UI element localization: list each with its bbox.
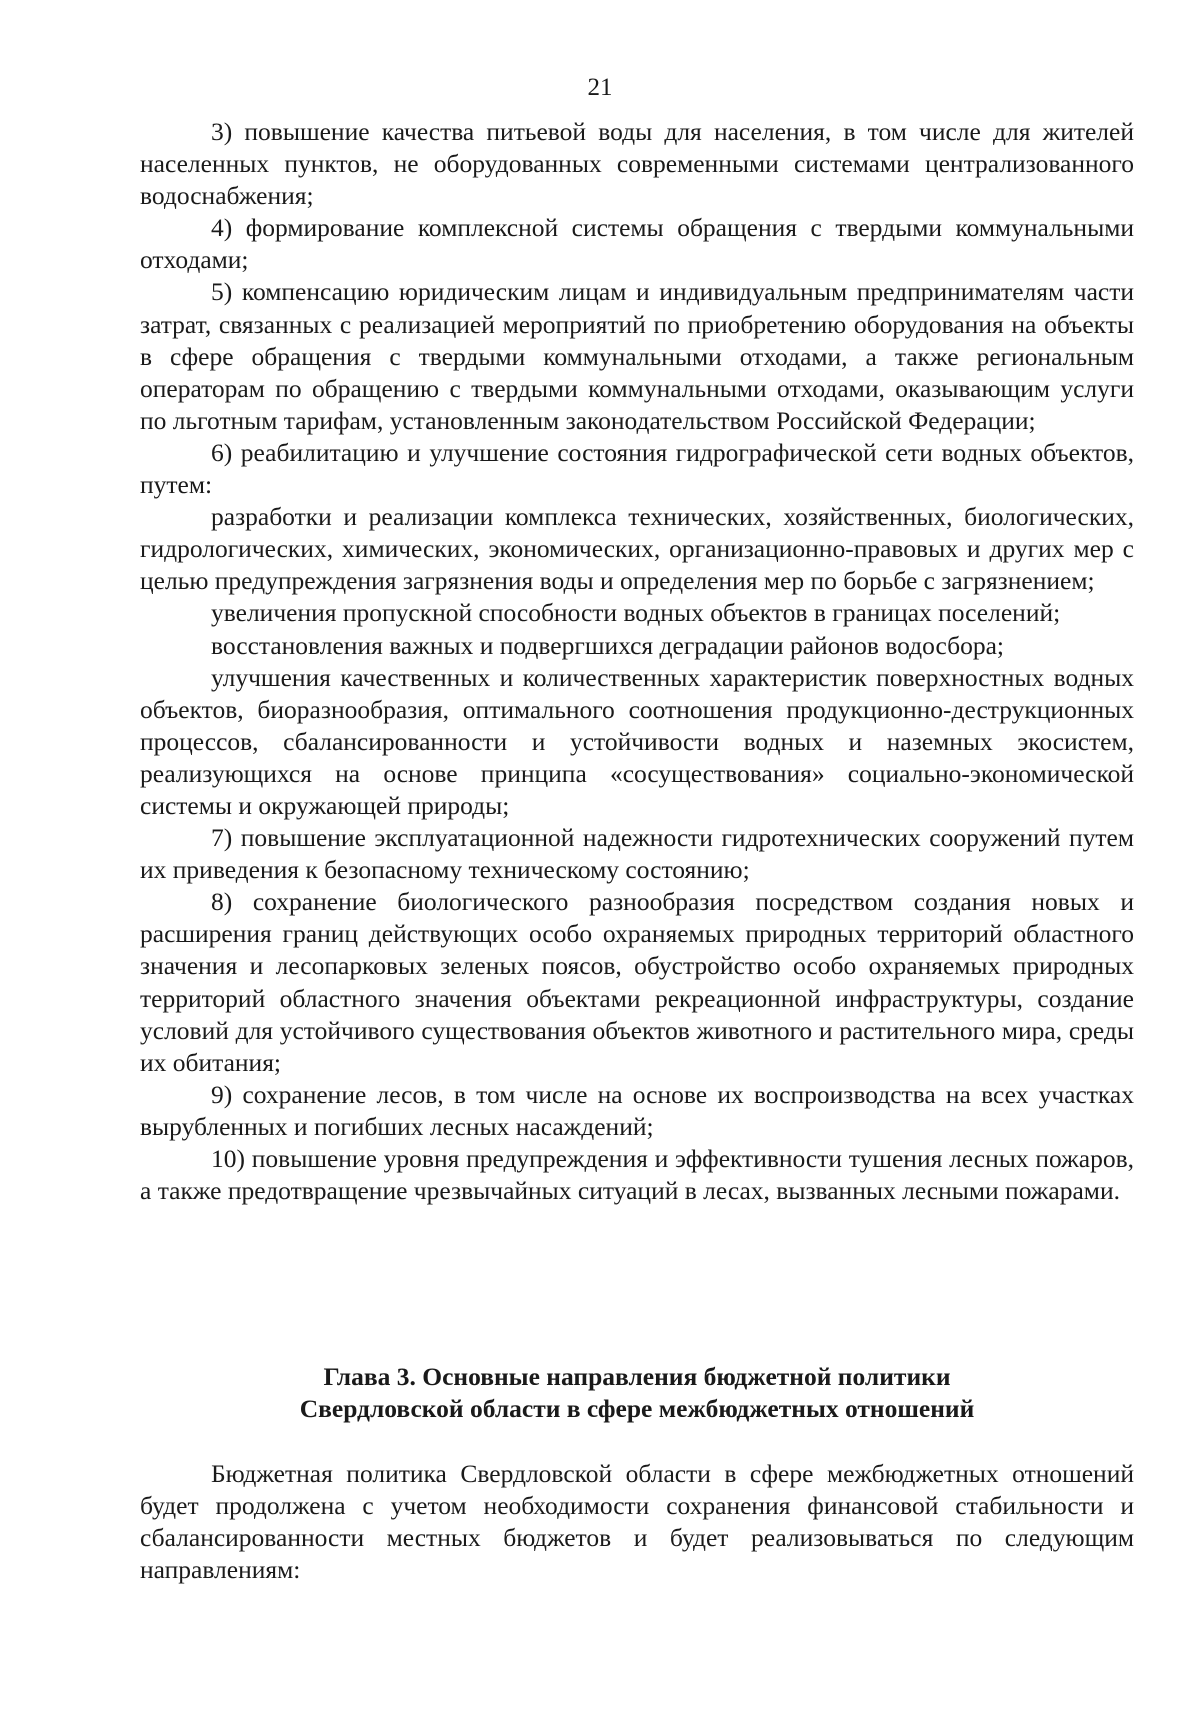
chapter-heading: [140, 1361, 1134, 1425]
page-number: 21: [587, 74, 613, 101]
paragraph-subitem-restoration: восстановления важных и подвергшихся деградации районов водосбора;: [211, 630, 1004, 660]
paragraph-subitem-capacity: увеличения пропускной способности водных объектов в границах поселений;: [211, 598, 1061, 628]
paragraph-item-10: 10) повышение уровня предупреждения и эффективности тушения лесных пожаров, а также предотвращение чрезвычайных ситуаций в лесах, вызванных лесными пожарами.: [140, 1144, 1134, 1206]
chapter-heading-line-1: Глава 3. Основные направления бюджетной политики: [323, 1362, 951, 1391]
paragraph-subitem-improvement: улучшения качественных и количественных характеристик поверхностных водных объектов, биоразнообразия, оптимального соотношения продукционно-деструкционных процессов, сбалансированности и устойчивости водных и наземных экосистем, реализующихся на основе принципа «сосуществования» социально-экономической системы и окружающей природы;: [140, 662, 1134, 820]
paragraph-item-3: 3) повышение качества питьевой воды для населения, в том числе для жителей населенных пунктов, не оборудованных современными системами централизованного водоснабжения;: [140, 117, 1134, 211]
paragraph-item-7: 7) повышение эксплуатационной надежности гидротехнических сооружений путем их приведения к безопасному техническому состоянию;: [140, 823, 1134, 885]
paragraph-item-9: 9) сохранение лесов, в том числе на основе их воспроизводства на всех участках вырубленных и погибших лесных насаждений;: [140, 1079, 1134, 1141]
chapter-intro-paragraph: Бюджетная политика Свердловской области в сфере межбюджетных отношений будет продолжена с учетом необходимости сохранения финансовой стабильности и сбалансированности местных бюджетов и будет реализовываться по следующим направлениям:: [140, 1459, 1134, 1585]
paragraph-item-6: 6) реабилитацию и улучшение состояния гидрографической сети водных объектов, путем:: [140, 437, 1134, 500]
paragraph-subitem-development: разработки и реализации комплекса технических, хозяйственных, биологических, гидрологических, химических, экономических, организационно-правовых и других мер с целью предупреждения загрязнения воды и определения мер по борьбе с загрязнением;: [140, 502, 1134, 596]
chapter-heading-line-2: Свердловской области в сфере межбюджетных отношений: [299, 1394, 975, 1423]
paragraph-item-8: 8) сохранение биологического разнообразия посредством создания новых и расширения границ действующих особо охраняемых природных территорий областного значения и лесопарковых зеленых поясов, обустройство особо охраняемых природных территорий областного значения объектами рекреационной инфраструктуры, создание условий для устойчивого существования объектов животного и растительного мира, среды их обитания;: [140, 887, 1134, 1077]
paragraph-item-4: 4) формирование комплексной системы обращения с твердыми коммунальными отходами;: [140, 213, 1134, 275]
paragraph-item-5: 5) компенсацию юридическим лицам и индивидуальным предпринимателям части затрат, связанных с реализацией мероприятий по приобретению оборудования на объекты в сфере обращения с твердыми коммунальными отходами, а также региональным операторам по обращению с твердыми коммунальными отходами, оказывающим услуги по льготным тарифам, установленным законодательством Российской Федерации;: [140, 277, 1134, 435]
chapter-intro: [140, 1458, 1134, 1586]
document-body: [140, 116, 1134, 1207]
